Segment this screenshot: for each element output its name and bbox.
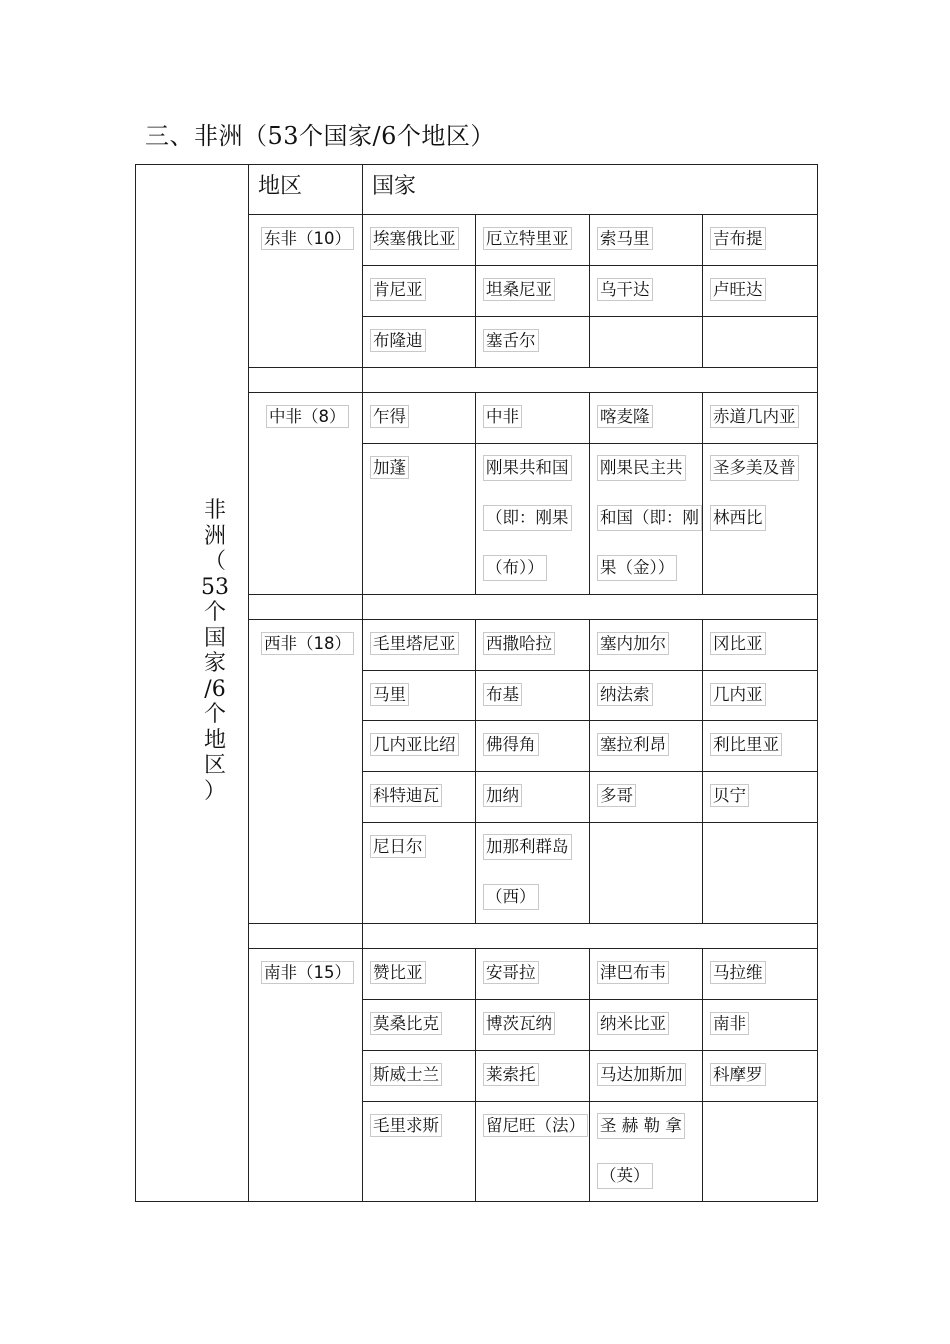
country-cell-stp: 圣多美及普 林西比 <box>710 443 799 543</box>
country-cell: 佛得角 <box>483 720 539 770</box>
col-divider <box>589 392 590 595</box>
country-cell: 西撒哈拉 <box>483 619 555 669</box>
country-cell: 中非 <box>483 392 522 442</box>
country-cell: 马拉维 <box>710 948 766 998</box>
country-cell: 厄立特里亚 <box>483 214 572 264</box>
continent-label: 非 洲 （ 53 个 国 家 /6 个 地 区 ） <box>201 498 229 804</box>
col-divider <box>362 164 363 1202</box>
country-cell: 坦桑尼亚 <box>483 265 555 315</box>
country-cell: 科特迪瓦 <box>370 771 442 821</box>
country-cell: 塞拉利昂 <box>597 720 669 770</box>
country-cell: 塞内加尔 <box>597 619 669 669</box>
country-cell: 莱索托 <box>483 1050 539 1100</box>
country-cell: 埃塞俄比亚 <box>370 214 459 264</box>
col-divider <box>702 392 703 595</box>
country-cell: 多哥 <box>597 771 636 821</box>
country-cell: 乌干达 <box>597 265 653 315</box>
country-cell: 布基 <box>483 670 522 720</box>
col-divider <box>702 948 703 1202</box>
region-west: 西非（18） <box>261 619 354 669</box>
col-divider <box>589 214 590 368</box>
row-divider <box>362 822 818 823</box>
col-divider <box>475 392 476 595</box>
row-divider <box>248 594 818 595</box>
country-cell: 科摩罗 <box>710 1050 766 1100</box>
country-cell: 利比里亚 <box>710 720 782 770</box>
country-cell: 几内亚比绍 <box>370 720 459 770</box>
country-cell: 津巴布韦 <box>597 948 669 998</box>
country-cell: 索马里 <box>597 214 653 264</box>
country-cell: 乍得 <box>370 392 409 442</box>
country-cell: 安哥拉 <box>483 948 539 998</box>
col-divider <box>475 214 476 368</box>
country-cell: 留尼旺（法） <box>483 1101 588 1151</box>
country-cell: 毛里塔尼亚 <box>370 619 459 669</box>
country-cell: 加蓬 <box>370 443 409 493</box>
country-cell: 卢旺达 <box>710 265 766 315</box>
col-divider <box>589 948 590 1202</box>
row-divider <box>362 316 818 317</box>
country-cell: 尼日尔 <box>370 822 426 872</box>
header-region: 地区 <box>258 174 303 199</box>
country-cell-congo-dr: 刚果民主共 和国（即：刚 果（金）） <box>597 443 702 593</box>
country-cell: 赤道几内亚 <box>710 392 799 442</box>
country-cell: 马达加斯加 <box>597 1050 686 1100</box>
row-divider <box>248 923 818 924</box>
country-cell: 贝宁 <box>710 771 749 821</box>
country-cell: 南非 <box>710 999 749 1049</box>
region-south: 南非（15） <box>261 948 354 998</box>
country-cell: 莫桑比克 <box>370 999 442 1049</box>
region-east: 东非（10） <box>261 214 354 264</box>
country-cell: 毛里求斯 <box>370 1101 442 1151</box>
country-cell-st-helena: 圣 赫 勒 拿 （英） <box>597 1101 685 1201</box>
col-divider <box>248 164 249 1202</box>
country-cell: 吉布提 <box>710 214 766 264</box>
col-divider <box>475 948 476 1202</box>
country-cell: 博茨瓦纳 <box>483 999 555 1049</box>
country-cell: 冈比亚 <box>710 619 766 669</box>
region-central: 中非（8） <box>266 392 349 442</box>
section-heading: 三、非洲（53个国家/6个地区） <box>145 122 495 150</box>
country-cell: 斯威士兰 <box>370 1050 442 1100</box>
country-cell: 几内亚 <box>710 670 766 720</box>
country-cell: 赞比亚 <box>370 948 426 998</box>
country-cell: 塞舌尔 <box>483 316 539 366</box>
country-cell: 纳米比亚 <box>597 999 669 1049</box>
country-cell: 马里 <box>370 670 409 720</box>
country-cell: 肯尼亚 <box>370 265 426 315</box>
country-cell: 喀麦隆 <box>597 392 653 442</box>
country-cell: 纳法索 <box>597 670 653 720</box>
country-cell: 布隆迪 <box>370 316 426 366</box>
country-cell-canary: 加那利群岛 （西） <box>483 822 572 922</box>
col-divider <box>702 214 703 368</box>
country-cell: 加纳 <box>483 771 522 821</box>
header-country: 国家 <box>372 174 417 199</box>
row-divider <box>248 367 818 368</box>
country-cell-congo-rep: 刚果共和国 （即：刚果 （布）） <box>483 443 572 593</box>
